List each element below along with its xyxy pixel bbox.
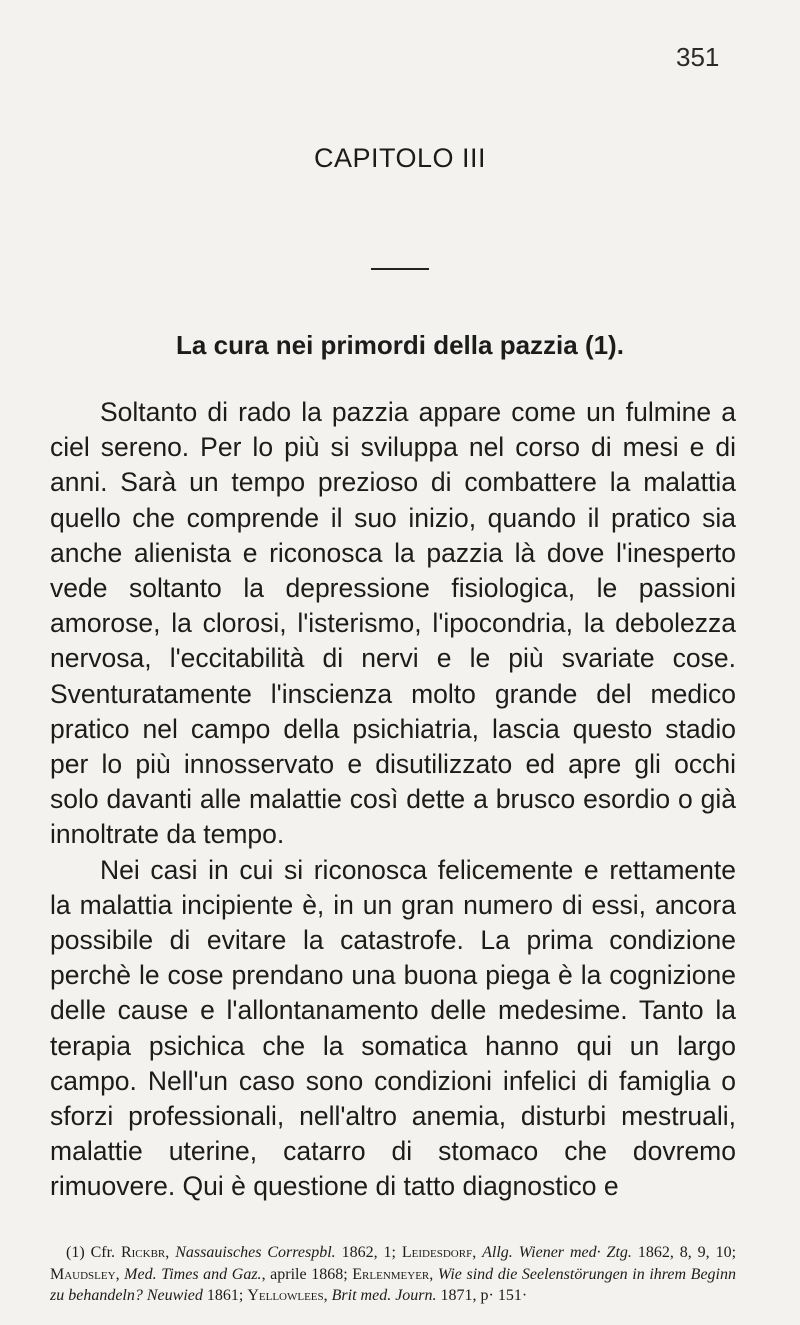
footnote-author: Maudsley <box>50 1265 116 1283</box>
footnote-text: , aprile 1868; <box>261 1265 353 1283</box>
footnote-text: , <box>165 1244 176 1261</box>
heading-rule <box>371 268 429 270</box>
footnote-text: , <box>115 1265 125 1283</box>
chapter-heading: CAPITOLO III <box>313 143 487 173</box>
footnote-work: Wie sind die Seelenstörungen in ihrem Beginn zu behandeln? Neuwied <box>50 1265 736 1304</box>
footnote-text: 1862, 8, 9, 10; <box>631 1244 737 1261</box>
footnote-work: Allg. Wiener med· Ztg. <box>482 1244 632 1261</box>
footnote-text: 1871, p· 151· <box>436 1287 528 1304</box>
page-number: 351 <box>676 42 720 72</box>
footnote-author: Yellowlees <box>247 1287 324 1304</box>
footnote-work: Nassauisches Correspbl. <box>175 1244 336 1261</box>
paragraph: Nei casi in cui si riconosca felicemente e rettamente la malattia incipiente è, in un gran numero di essi, ancora possibile di evitare la catastrofe. La prima condizione perchè le cose prendano una buona piega è la cognizione delle cause e l'allontanamento delle medesime. Tanto la terapia psichica che la somatica hanno qui un largo campo. Nell'un caso sono condizioni infelici di famiglia o sforzi professionali, nell'altro anemia, disturbi mestruali, malattie uterine, catarro di stomaco che dovremo rimuovere. Qui è questione di tatto diagnostico e <box>50 854 736 1202</box>
footnote-author: Erlenmeyer <box>352 1265 430 1283</box>
footnote-text: (1) Cfr. <box>66 1244 121 1261</box>
footnote-text: 1861; <box>202 1287 248 1304</box>
footnote-author: Leidesdorf <box>401 1244 473 1261</box>
paragraph: Soltanto di rado la pazzia appare come un fulmine a ciel sereno. Per lo più si sviluppa nel corso di mesi e di anni. Sarà un tempo prezioso di combattere la malattia quello che comprende il suo inizio, quando il pratico sia anche alienista e riconosca la pazzia là dove l'inesperto vede soltanto la depressione fisiologica, le passioni amorose, la clorosi, l'isterismo, l'ipocondria, la debolezza nervosa, l'eccitabilità di nervi e le più svariate cose. Sventuratamente l'inscienza molto grande del medico pratico nel campo della psichiatria, lascia questo stadio per lo più innosservato e disutilizzato ed apre gli occhi solo davanti alle malattie così dette a brusco esordio o già innoltrate da tempo. <box>50 397 736 850</box>
footnote-work: Brit med. Journ. <box>331 1287 437 1304</box>
footnote-text: , <box>323 1287 332 1304</box>
footnote-text: , <box>429 1265 438 1283</box>
section-title: La cura nei primordi della pazzia (1). <box>176 330 624 360</box>
body-text <box>50 395 736 1205</box>
footnote-text: , <box>472 1244 483 1261</box>
footnote-work: Med. Times and Gaz. <box>124 1265 262 1283</box>
footnote-text: 1862, 1; <box>335 1244 402 1261</box>
footnote-author: Rickbr <box>120 1244 166 1261</box>
footnote <box>50 1242 736 1307</box>
